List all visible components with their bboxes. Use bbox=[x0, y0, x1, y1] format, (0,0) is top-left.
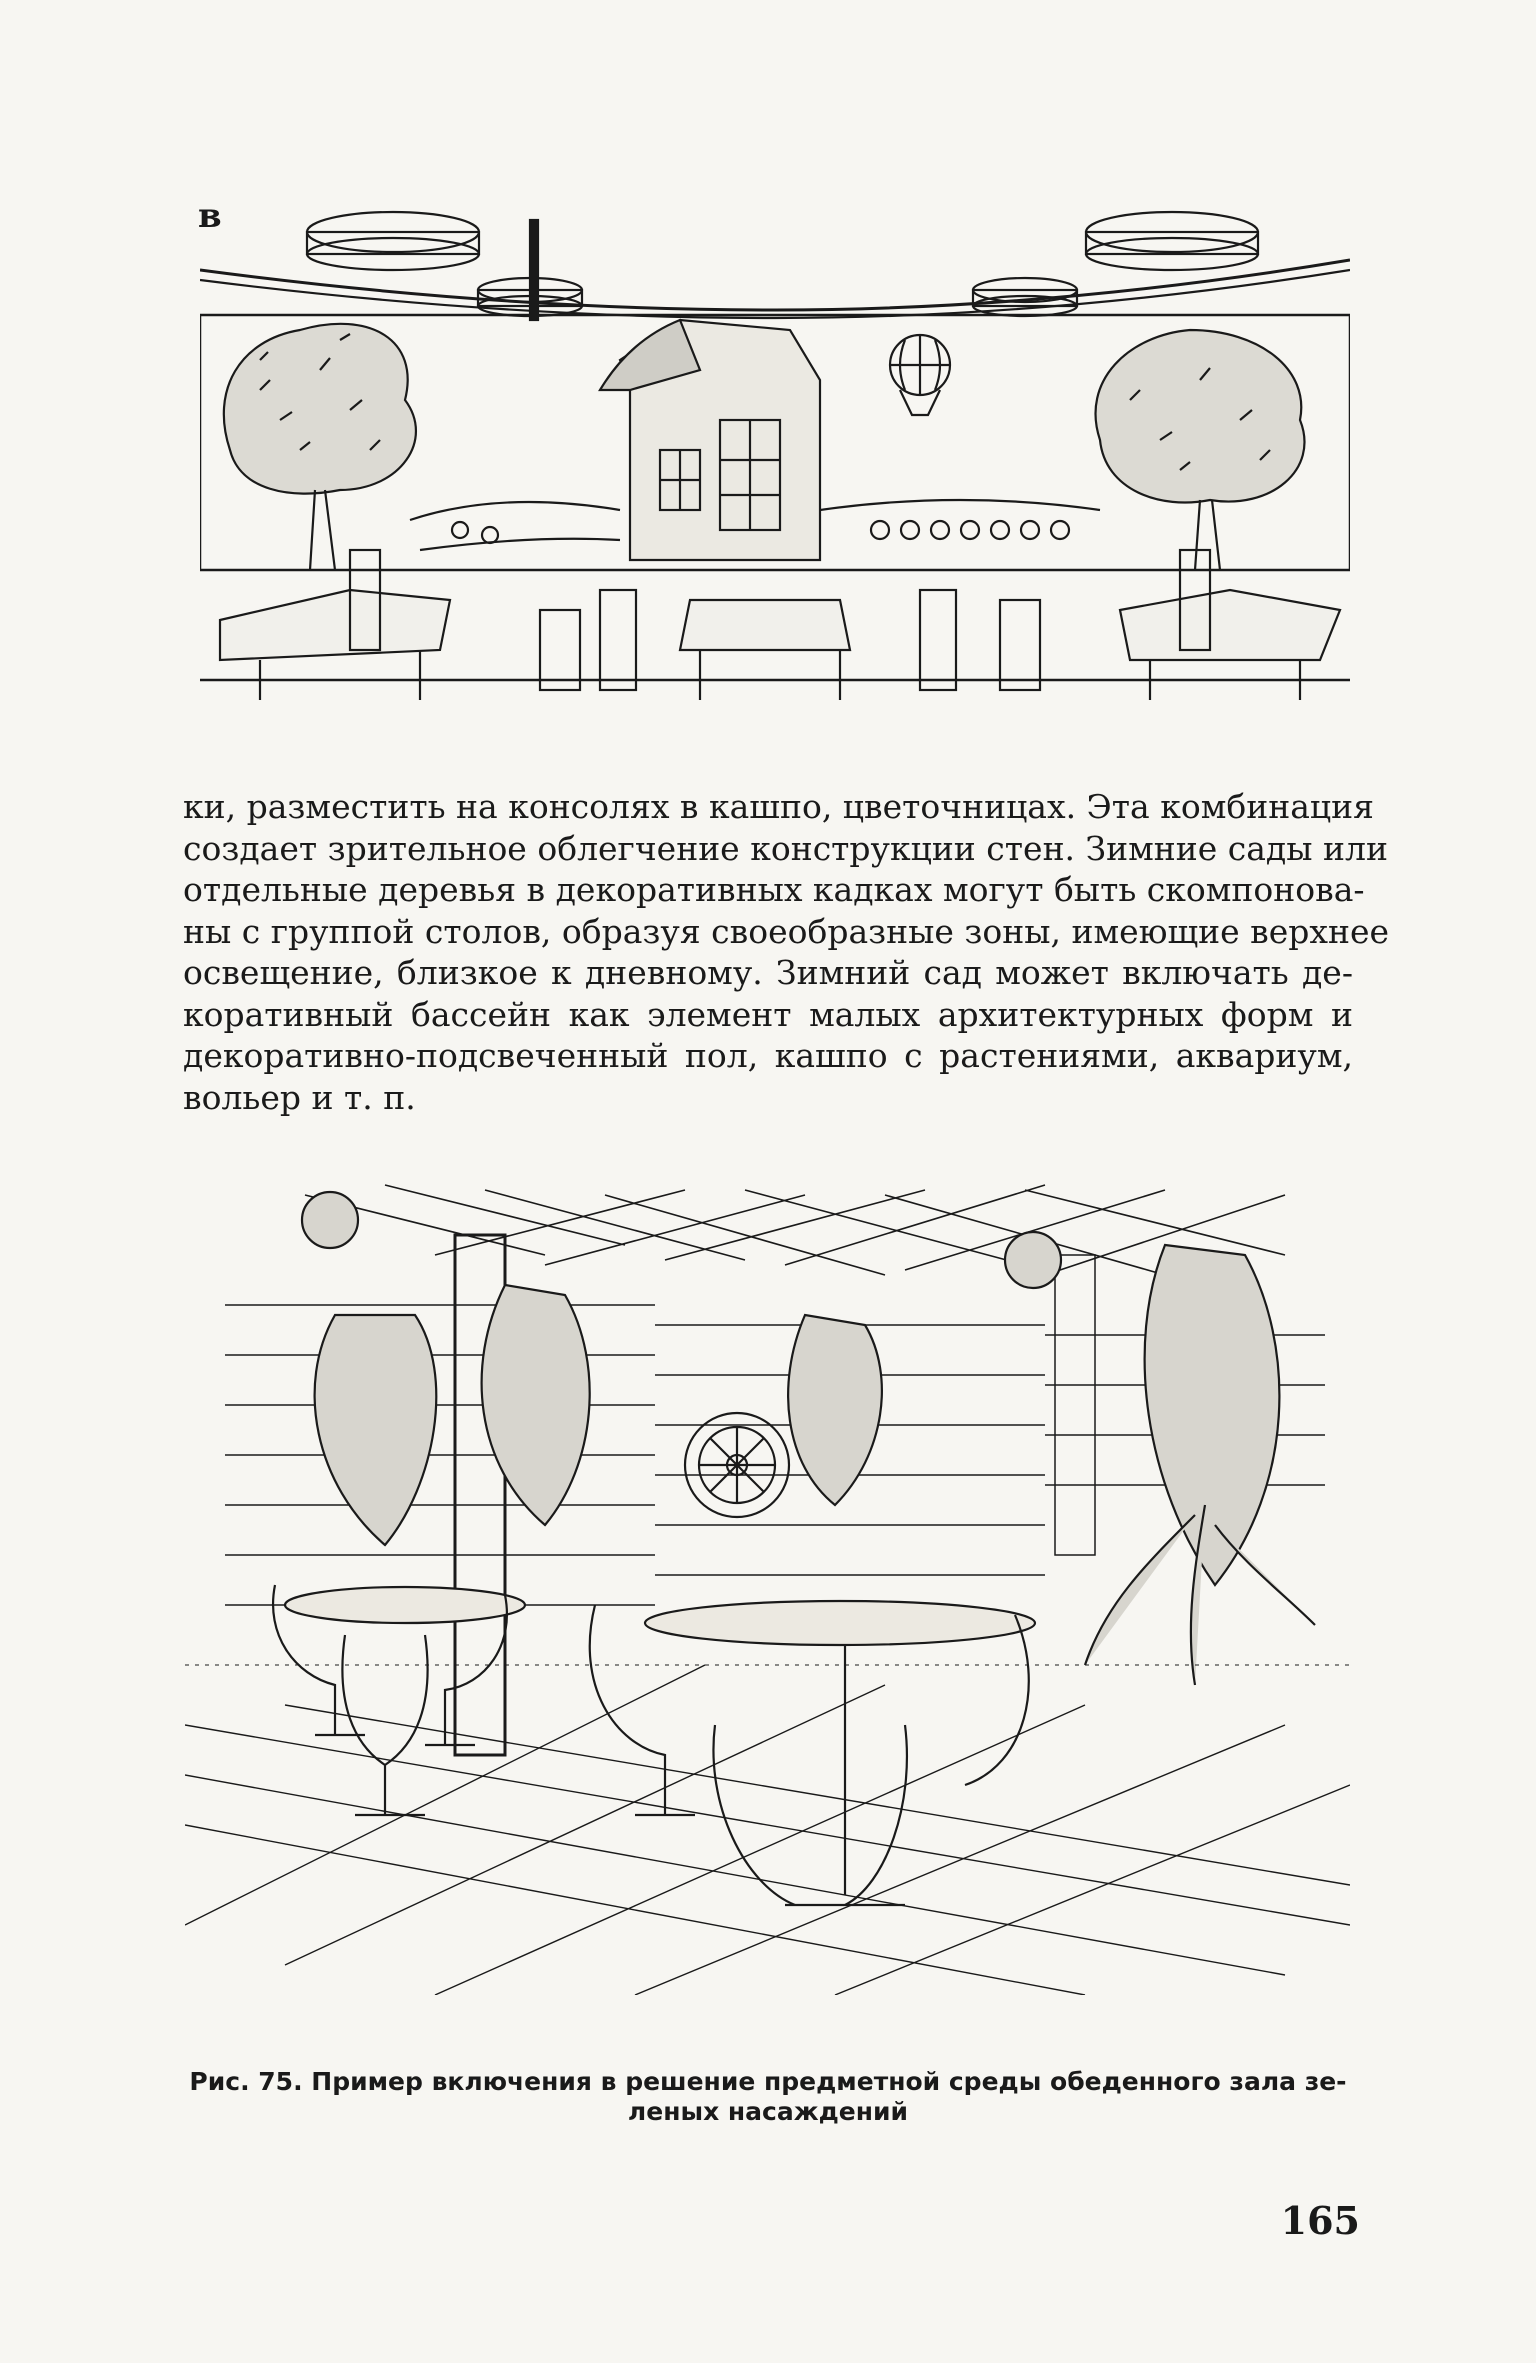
text-line: освещение, близкое к дневному. Зимний сад может включать де- bbox=[183, 953, 1353, 992]
mural-balloon bbox=[890, 335, 950, 415]
caption-line: леных насаждений bbox=[627, 2097, 909, 2126]
floor-tiles bbox=[185, 1665, 1350, 1995]
mural-tree-left bbox=[224, 324, 416, 570]
tulip-chairs-tables bbox=[273, 1585, 1035, 1905]
page-number: 165 bbox=[1280, 2198, 1360, 2243]
text-line: ки, разместить на консолях в кашпо, цветочницах. Эта комбинация bbox=[183, 787, 1374, 826]
figure-winter-garden-interior bbox=[185, 1165, 1350, 1995]
figure-dining-hall-mural bbox=[200, 190, 1350, 710]
figure-letter: в bbox=[198, 196, 222, 236]
mural-tree-right bbox=[1096, 330, 1305, 570]
text-line: ны с группой столов, образуя своеобразные зоны, имеющие верхнее bbox=[183, 911, 1390, 951]
text-line: создает зрительное облегчение конструкции стен. Зимние сады или bbox=[183, 828, 1388, 868]
text-line: отдельные деревья в декоративных кадках могут быть скомпонова- bbox=[183, 870, 1365, 909]
text-line: декоративно-подсвеченный пол, кашпо с растениями, аквариум, bbox=[183, 1036, 1353, 1075]
body-paragraph bbox=[183, 786, 1390, 1118]
mural-house bbox=[530, 220, 820, 560]
caption-line: Рис. 75. Пример включения в решение предметной среды обеденного зала зе- bbox=[189, 2067, 1347, 2096]
wall-wheel-decoration bbox=[685, 1413, 789, 1517]
text-line: коративный бассейн как элемент малых архитектурных форм и bbox=[183, 994, 1353, 1034]
dining-tables-chairs bbox=[200, 550, 1350, 700]
ceiling-lattice bbox=[305, 1185, 1285, 1275]
figure-caption bbox=[183, 2067, 1353, 2127]
text-line: вольер и т. п. bbox=[183, 1077, 416, 1117]
